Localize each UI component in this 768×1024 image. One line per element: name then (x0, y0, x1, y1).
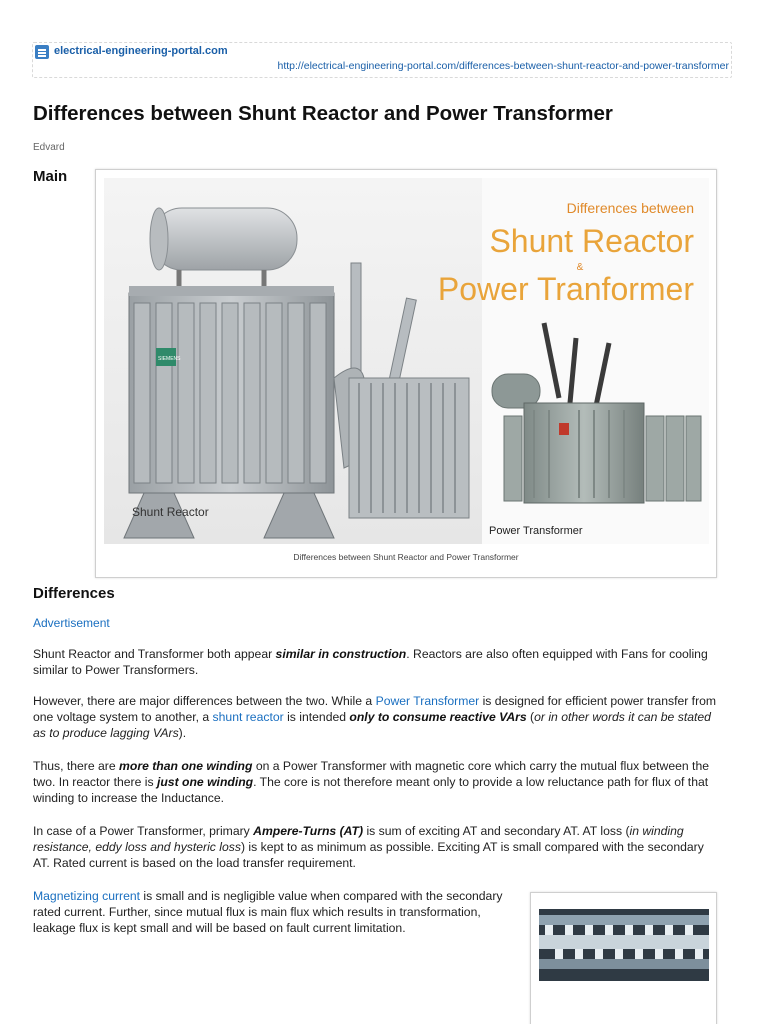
figure-image (104, 178, 709, 544)
site-name-link[interactable]: electrical-engineering-portal.com (54, 45, 228, 57)
paragraph-5: Magnetizing current is small and is negligible value when compared with the secondary rated current. Further, since mutual flux is main flux which results in transformation, leakage flux is kept small and will be based on fault current limitation. (33, 889, 503, 935)
figure-label-power-transformer: Power Transformer (489, 525, 583, 537)
source-url-link[interactable]: http://electrical-engineering-portal.com/differences-between-shunt-reactor-and-power-transformer (277, 60, 729, 72)
advertisement-link[interactable]: Advertisement (33, 616, 110, 630)
side-figure (530, 892, 717, 1024)
figure-heading-line2: Shunt Reactor (489, 223, 694, 259)
main-figure (95, 169, 717, 578)
figure-heading-amp: & (576, 262, 584, 273)
page-title: Differences between Shunt Reactor and Power Transformer (33, 102, 613, 125)
magnetizing-current-link[interactable]: Magnetizing current (33, 889, 141, 903)
section-heading-differences: Differences (33, 585, 115, 602)
figure-heading-line1: Differences between (566, 200, 694, 216)
document-icon (35, 45, 49, 59)
author-name: Edvard (33, 142, 65, 153)
power-transformer-link[interactable]: Power Transformer (375, 694, 480, 708)
section-heading-main: Main (33, 168, 68, 185)
shunt-reactor-link[interactable]: shunt reactor (212, 710, 284, 724)
figure-label-shunt-reactor: Shunt Reactor (132, 505, 209, 519)
paragraph-2: However, there are major differences between the two. While a Power Transformer is designed for efficient power transfer from one voltage system to another, a shunt reactor is intended only to consume reactive VArs (or in other words it can be stated as to produce lagging VArs). (33, 694, 717, 740)
figure-heading-line3: Power Tranformer (437, 271, 694, 307)
svg-text:SIEMENS: SIEMENS (158, 356, 181, 362)
paragraph-4: In case of a Power Transformer, primary Ampere-Turns (AT) is sum of exciting AT and secondary AT. AT loss (in winding resistance, eddy loss and hysteric loss) is kept to as minimum as possible. Exciting AT is small compared with the secondary AT. Rated current is based on the load transfer requirement. (33, 824, 704, 870)
figure-caption: Differences between Shunt Reactor and Power Transformer (293, 552, 519, 562)
paragraph-3: Thus, there are more than one winding on a Power Transformer with magnetic core which carry the mutual flux between the two. In reactor there is just one winding. The core is not therefore meant only to provide a low reluctance path for flux of that winding to increase the Inductance. (33, 759, 709, 805)
source-bar (32, 42, 732, 78)
winding-image (539, 909, 709, 981)
paragraph-1: Shunt Reactor and Transformer both appear similar in construction. Reactors are also often equipped with Fans for cooling similar to Power Transformers. (33, 647, 708, 677)
